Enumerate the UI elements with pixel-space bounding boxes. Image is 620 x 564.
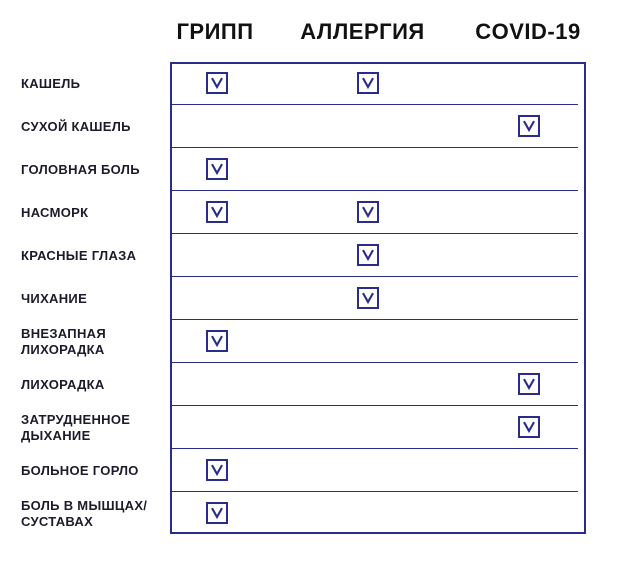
column-header-flu: ГРИПП	[176, 19, 254, 44]
row-label: БОЛЬНОЕ ГОРЛО	[21, 462, 139, 478]
column-header-covid: COVID-19	[475, 19, 581, 44]
checkbox-checked-icon	[357, 72, 379, 94]
row-divider	[170, 491, 578, 492]
row-divider	[170, 147, 578, 148]
row-label: БОЛЬ В МЫШЦАХ/ СУСТАВАХ	[21, 497, 148, 529]
row-label: ВНЕЗАПНАЯ ЛИХОРАДКА	[21, 325, 106, 357]
row-divider	[170, 405, 578, 406]
row-divider	[170, 362, 578, 363]
row-divider	[170, 233, 578, 234]
checkbox-checked-icon	[206, 459, 228, 481]
row-label: СУХОЙ КАШЕЛЬ	[21, 118, 131, 134]
checkbox-checked-icon	[357, 244, 379, 266]
row-label: КРАСНЫЕ ГЛАЗА	[21, 247, 137, 263]
row-label: ЗАТРУДНЕННОЕ ДЫХАНИЕ	[21, 411, 131, 443]
checkbox-checked-icon	[206, 502, 228, 524]
checkbox-checked-icon	[206, 158, 228, 180]
row-label: ГОЛОВНАЯ БОЛЬ	[21, 161, 140, 177]
checkbox-checked-icon	[206, 330, 228, 352]
row-label: ЛИХОРАДКА	[21, 376, 105, 392]
column-header-allergy: АЛЛЕРГИЯ	[300, 19, 425, 44]
checkbox-checked-icon	[518, 115, 540, 137]
row-label: НАСМОРК	[21, 204, 89, 220]
checkbox-checked-icon	[518, 416, 540, 438]
row-divider	[170, 276, 578, 277]
row-divider	[170, 448, 578, 449]
row-divider	[170, 104, 578, 105]
row-divider	[170, 190, 578, 191]
checkbox-checked-icon	[357, 201, 379, 223]
checkbox-checked-icon	[206, 72, 228, 94]
row-label: КАШЕЛЬ	[21, 75, 81, 91]
checkbox-checked-icon	[206, 201, 228, 223]
checkbox-checked-icon	[518, 373, 540, 395]
checkbox-checked-icon	[357, 287, 379, 309]
row-divider	[170, 319, 578, 320]
row-label: ЧИХАНИЕ	[21, 290, 88, 306]
